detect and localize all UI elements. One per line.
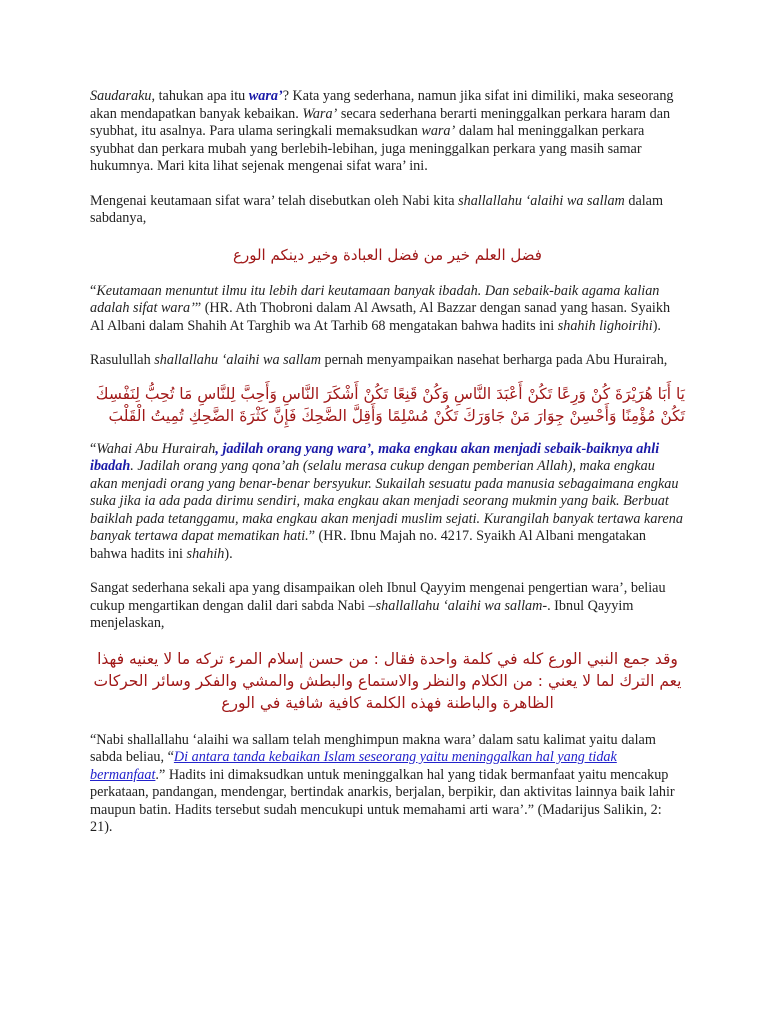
text: dalam hal meninggalkan perkara syubhat dan perkara mubah yang berlebih-lebihan, juga meninggalkan perkara yang masih samar hukumnya. Mari kita lihat sejenak mengenai sifat wara’ ini. xyxy=(90,123,645,174)
hadith-link[interactable]: Di antara tanda kebaikan Islam seseorang yaitu meninggalkan hal yang tidak bermanfaat xyxy=(90,749,617,783)
text: ). xyxy=(652,317,661,334)
text-italic: . Jadilah orang yang qona’ah (selalu merasa cukup dengan pemberian Allah), maka engkau akan menjadi orang yang benar-benar bersyukur. Sukailah sesuatu pada manusia sebagaimana engkau suka jika ia ada pada dirimu sendiri, maka engkau akan menjadi seorang mukmin yang baik. Berbuat baiklah pada tetanggamu, maka engkau akan menjadi muslim sejati. Kurangilah banyak tertawa karena banyak tertawa dapat mematikan hati. xyxy=(90,458,683,544)
text: “ xyxy=(90,440,97,457)
text-italic: Wara’ xyxy=(302,105,338,122)
paragraph-keutamaan xyxy=(90,193,685,228)
article-body xyxy=(90,88,685,854)
text: secara sederhana berarti meninggalkan perkara haram dan syubhat, itu asalnya. Para ulama seringkali memaksudkan xyxy=(90,105,671,139)
text-italic: Wahai Abu Hurairah xyxy=(96,440,216,457)
text: pernah menyampaikan nasehat berharga pada Abu Hurairah, xyxy=(320,352,668,368)
paragraph-rasulullah xyxy=(90,352,685,370)
arabic-quote-3: وقد جمع النبي الورع كله في كلمة واحدة فقال : من حسن إسلام المرء تركه ما لا يعنيه فهذا يعم الترك لما لا يعني : من الكلام والنظر والاستماع والبطش والمشي والفكر وسائر الحركات الظاهرة والباطنة فهذه الكلمة كافية شافية في الورع xyxy=(93,649,682,712)
paragraph-intro xyxy=(90,88,685,176)
paragraph-madarijus xyxy=(90,732,685,837)
text: “ xyxy=(90,282,97,299)
text-italic: Keutamaan menuntut ilmu itu lebih dari keutamaan banyak ibadah. Dan sebaik-baik agama kalian adalah sifat wara’ xyxy=(90,282,660,316)
text-italic: shallallahu ‘alaihi wa sallam xyxy=(375,597,543,614)
text: ” (HR. Ath Thobroni dalam Al Awsath, Al Bazzar dengan sanad yang hasan. Syaikh Al Albani dalam Shahih At Targhib wa At Tarhib 68 mengatakan bahwa hadits ini xyxy=(90,300,671,334)
text: Rasulullah xyxy=(90,352,155,368)
text: “Nabi shallallahu ‘alaihi wa sallam telah menghimpun makna wara’ dalam satu kalimat yaitu dalam sabda beliau, “ xyxy=(90,731,656,765)
text: ” (HR. Ibnu Majah no. 4217. Syaikh Al Albani mengatakan bahwa hadits ini xyxy=(90,528,646,562)
term-wara: wara’ xyxy=(248,88,283,104)
text: , tahukan apa itu xyxy=(151,88,249,104)
text: ). xyxy=(224,545,233,562)
text: dalam sabdanya, xyxy=(90,192,664,226)
text-emphasis: , jadilah orang yang wara’, maka engkau akan menjadi sebaik-baiknya ahli ibadah xyxy=(90,440,660,474)
text: Sangat sederhana sekali apa yang disampaikan oleh Ibnul Qayyim mengenai pengertian wara’, beliau cukup mengartikan dengan dalil dari sabda Nabi – xyxy=(90,580,666,614)
text-italic: wara’ xyxy=(421,123,456,139)
text-italic: shahih xyxy=(186,545,225,562)
paragraph-translation-2 xyxy=(90,441,685,564)
text: Mengenai keutamaan sifat wara’ telah disebutkan oleh Nabi kita xyxy=(90,192,459,209)
text-italic: shallallahu ‘alaihi wa sallam xyxy=(458,192,625,209)
text-italic: Saudaraku xyxy=(90,88,152,104)
paragraph-translation-1 xyxy=(90,283,685,336)
text: .” Hadits ini dimaksudkan untuk meninggalkan hal yang tidak bermanfaat yaitu mencakup perkataan, pandangan, mendengar, bertindak anarkis, berjalan, berpikir, dan aktivitas lainnya baik lahir maupun batin. Hadits tersebut sudah mencukupi untuk memahami arti wara’.” (Madarijus Salikin, 2: 21). xyxy=(90,766,675,835)
arabic-hadith-2: يَا أَبَا هُرَيْرَةَ كُنْ وَرِعًا تَكُنْ أَعْبَدَ النَّاسِ وَكُنْ قَنِعًا تَكُنْ أَشْكَرَ النَّاسِ وَأَحِبَّ لِلنَّاسِ مَا تُحِبُّ لِنَفْسِكَ تَكُنْ مُؤْمِنًا وَأَحْسِنْ جِوَارَ مَنْ جَاوَرَكَ تَكُنْ مُسْلِمًا وَأَقِلَّ الضَّحِكَ فَإِنَّ كَثْرَةَ الضَّحِكِ تُمِيتُ الْقَلْبَ xyxy=(95,384,685,425)
text: -. Ibnul Qayyim menjelaskan, xyxy=(90,597,634,631)
paragraph-ibnul-qayyim xyxy=(90,580,685,633)
text-italic: shahih lighoirihi xyxy=(557,317,653,334)
text: ? Kata yang sederhana, namun jika sifat ini dimiliki, maka seseorang akan mendapatkan banyak kebaikan. xyxy=(90,88,674,122)
text-italic: shallallahu ‘alaihi wa sallam xyxy=(154,352,321,368)
arabic-hadith-1: فضل العلم خير من فضل العبادة وخير دينكم الورع xyxy=(233,245,542,264)
